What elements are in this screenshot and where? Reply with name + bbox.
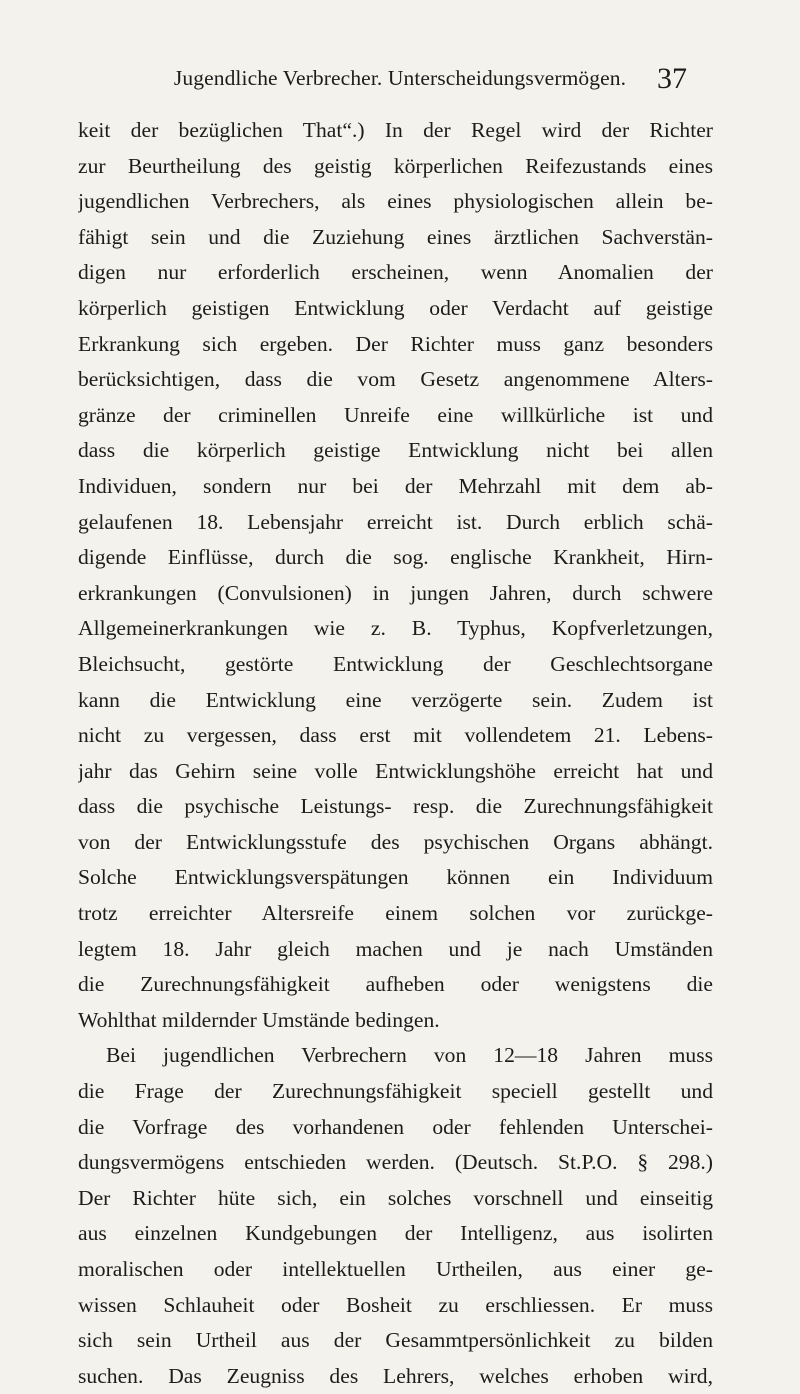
- text-line: digen nur erforderlich erscheinen, wenn Anomalien der: [78, 260, 713, 285]
- text-line: Bleichsucht, gestörte Entwicklung der Geschlechtsorgane: [78, 651, 713, 676]
- text-line: jahr das Gehirn seine volle Entwicklungshöhe erreicht hat und: [78, 758, 713, 783]
- text-line: gränze der criminellen Unreife eine willkürliche ist und: [78, 402, 713, 427]
- text-line: von der Entwicklungsstufe des psychischen Organs abhängt.: [78, 829, 713, 854]
- paragraph-start-line: Bei jugendlichen Verbrechern von 12—18 Jahren muss: [106, 1043, 713, 1068]
- text-line: dass die körperlich geistige Entwicklung nicht bei allen: [78, 438, 713, 463]
- text-line: aus einzelnen Kundgebungen der Intelligenz, aus isolirten: [78, 1221, 713, 1246]
- text-line: Solche Entwicklungsverspätungen können ein Individuum: [78, 865, 713, 890]
- running-title: Jugendliche Verbrecher. Unterscheidungsvermögen.: [173, 66, 627, 90]
- text-line: Erkrankung sich ergeben. Der Richter muss ganz besonders: [78, 331, 713, 356]
- text-line: fähigt sein und die Zuziehung eines ärztlichen Sachverstän-: [78, 224, 713, 249]
- text-line: gelaufenen 18. Lebensjahr erreicht ist. Durch erblich schä-: [78, 509, 713, 534]
- text-line: trotz erreichter Altersreife einem solchen vor zurückge-: [78, 901, 713, 926]
- text-line: digende Einflüsse, durch die sog. englische Krankheit, Hirn-: [78, 545, 713, 570]
- text-line: zur Beurtheilung des geistig körperlichen Reifezustands eines: [78, 153, 713, 178]
- text-line: Allgemeinerkrankungen wie z. B. Typhus, Kopfverletzungen,: [78, 616, 713, 641]
- text-line: kann die Entwicklung eine verzögerte sein. Zudem ist: [78, 687, 713, 712]
- text-line: die Frage der Zurechnungsfähigkeit speciell gestellt und: [78, 1079, 713, 1104]
- text-line: wissen Schlauheit oder Bosheit zu erschliessen. Er muss: [78, 1292, 713, 1317]
- text-line: keit der bezüglichen That“.) In der Regel wird der Richter: [78, 118, 713, 142]
- paragraph-end-line: Wohlthat mildernder Umstände bedingen.: [78, 1007, 440, 1032]
- text-line: legtem 18. Jahr gleich machen und je nach Umständen: [78, 936, 713, 961]
- body-text: [78, 113, 713, 1394]
- text-line: Individuen, sondern nur bei der Mehrzahl mit dem ab-: [78, 473, 713, 498]
- text-line: die Vorfrage des vorhandenen oder fehlenden Unterschei-: [78, 1114, 713, 1139]
- text-line: Der Richter hüte sich, ein solches vorschnell und einseitig: [78, 1185, 713, 1210]
- text-line: moralischen oder intellektuellen Urtheilen, aus einer ge-: [78, 1257, 713, 1281]
- text-line: jugendlichen Verbrechers, als eines physiologischen allein be-: [78, 189, 713, 214]
- text-line: dass die psychische Leistungs- resp. die Zurechnungsfähigkeit: [78, 794, 713, 819]
- text-line: dungsvermögens entschieden werden. (Deutsch. St.P.O. § 298.): [78, 1150, 713, 1175]
- text-line: die Zurechnungsfähigkeit aufheben oder wenigstens die: [78, 972, 713, 997]
- running-head: [0, 62, 800, 106]
- text-line: sich sein Urtheil aus der Gesammtpersönlichkeit zu bilden: [78, 1328, 713, 1353]
- text-line: berücksichtigen, dass die vom Gesetz angenommene Alters-: [78, 367, 713, 392]
- text-line: erkrankungen (Convulsionen) in jungen Jahren, durch schwere: [78, 580, 713, 605]
- text-line: suchen. Das Zeugniss des Lehrers, welches erhoben wird,: [78, 1363, 713, 1388]
- text-line: körperlich geistigen Entwicklung oder Verdacht auf geistige: [78, 295, 713, 320]
- text-line: nicht zu vergessen, dass erst mit vollendetem 21. Lebens-: [78, 723, 713, 748]
- page-number: 37: [657, 62, 687, 95]
